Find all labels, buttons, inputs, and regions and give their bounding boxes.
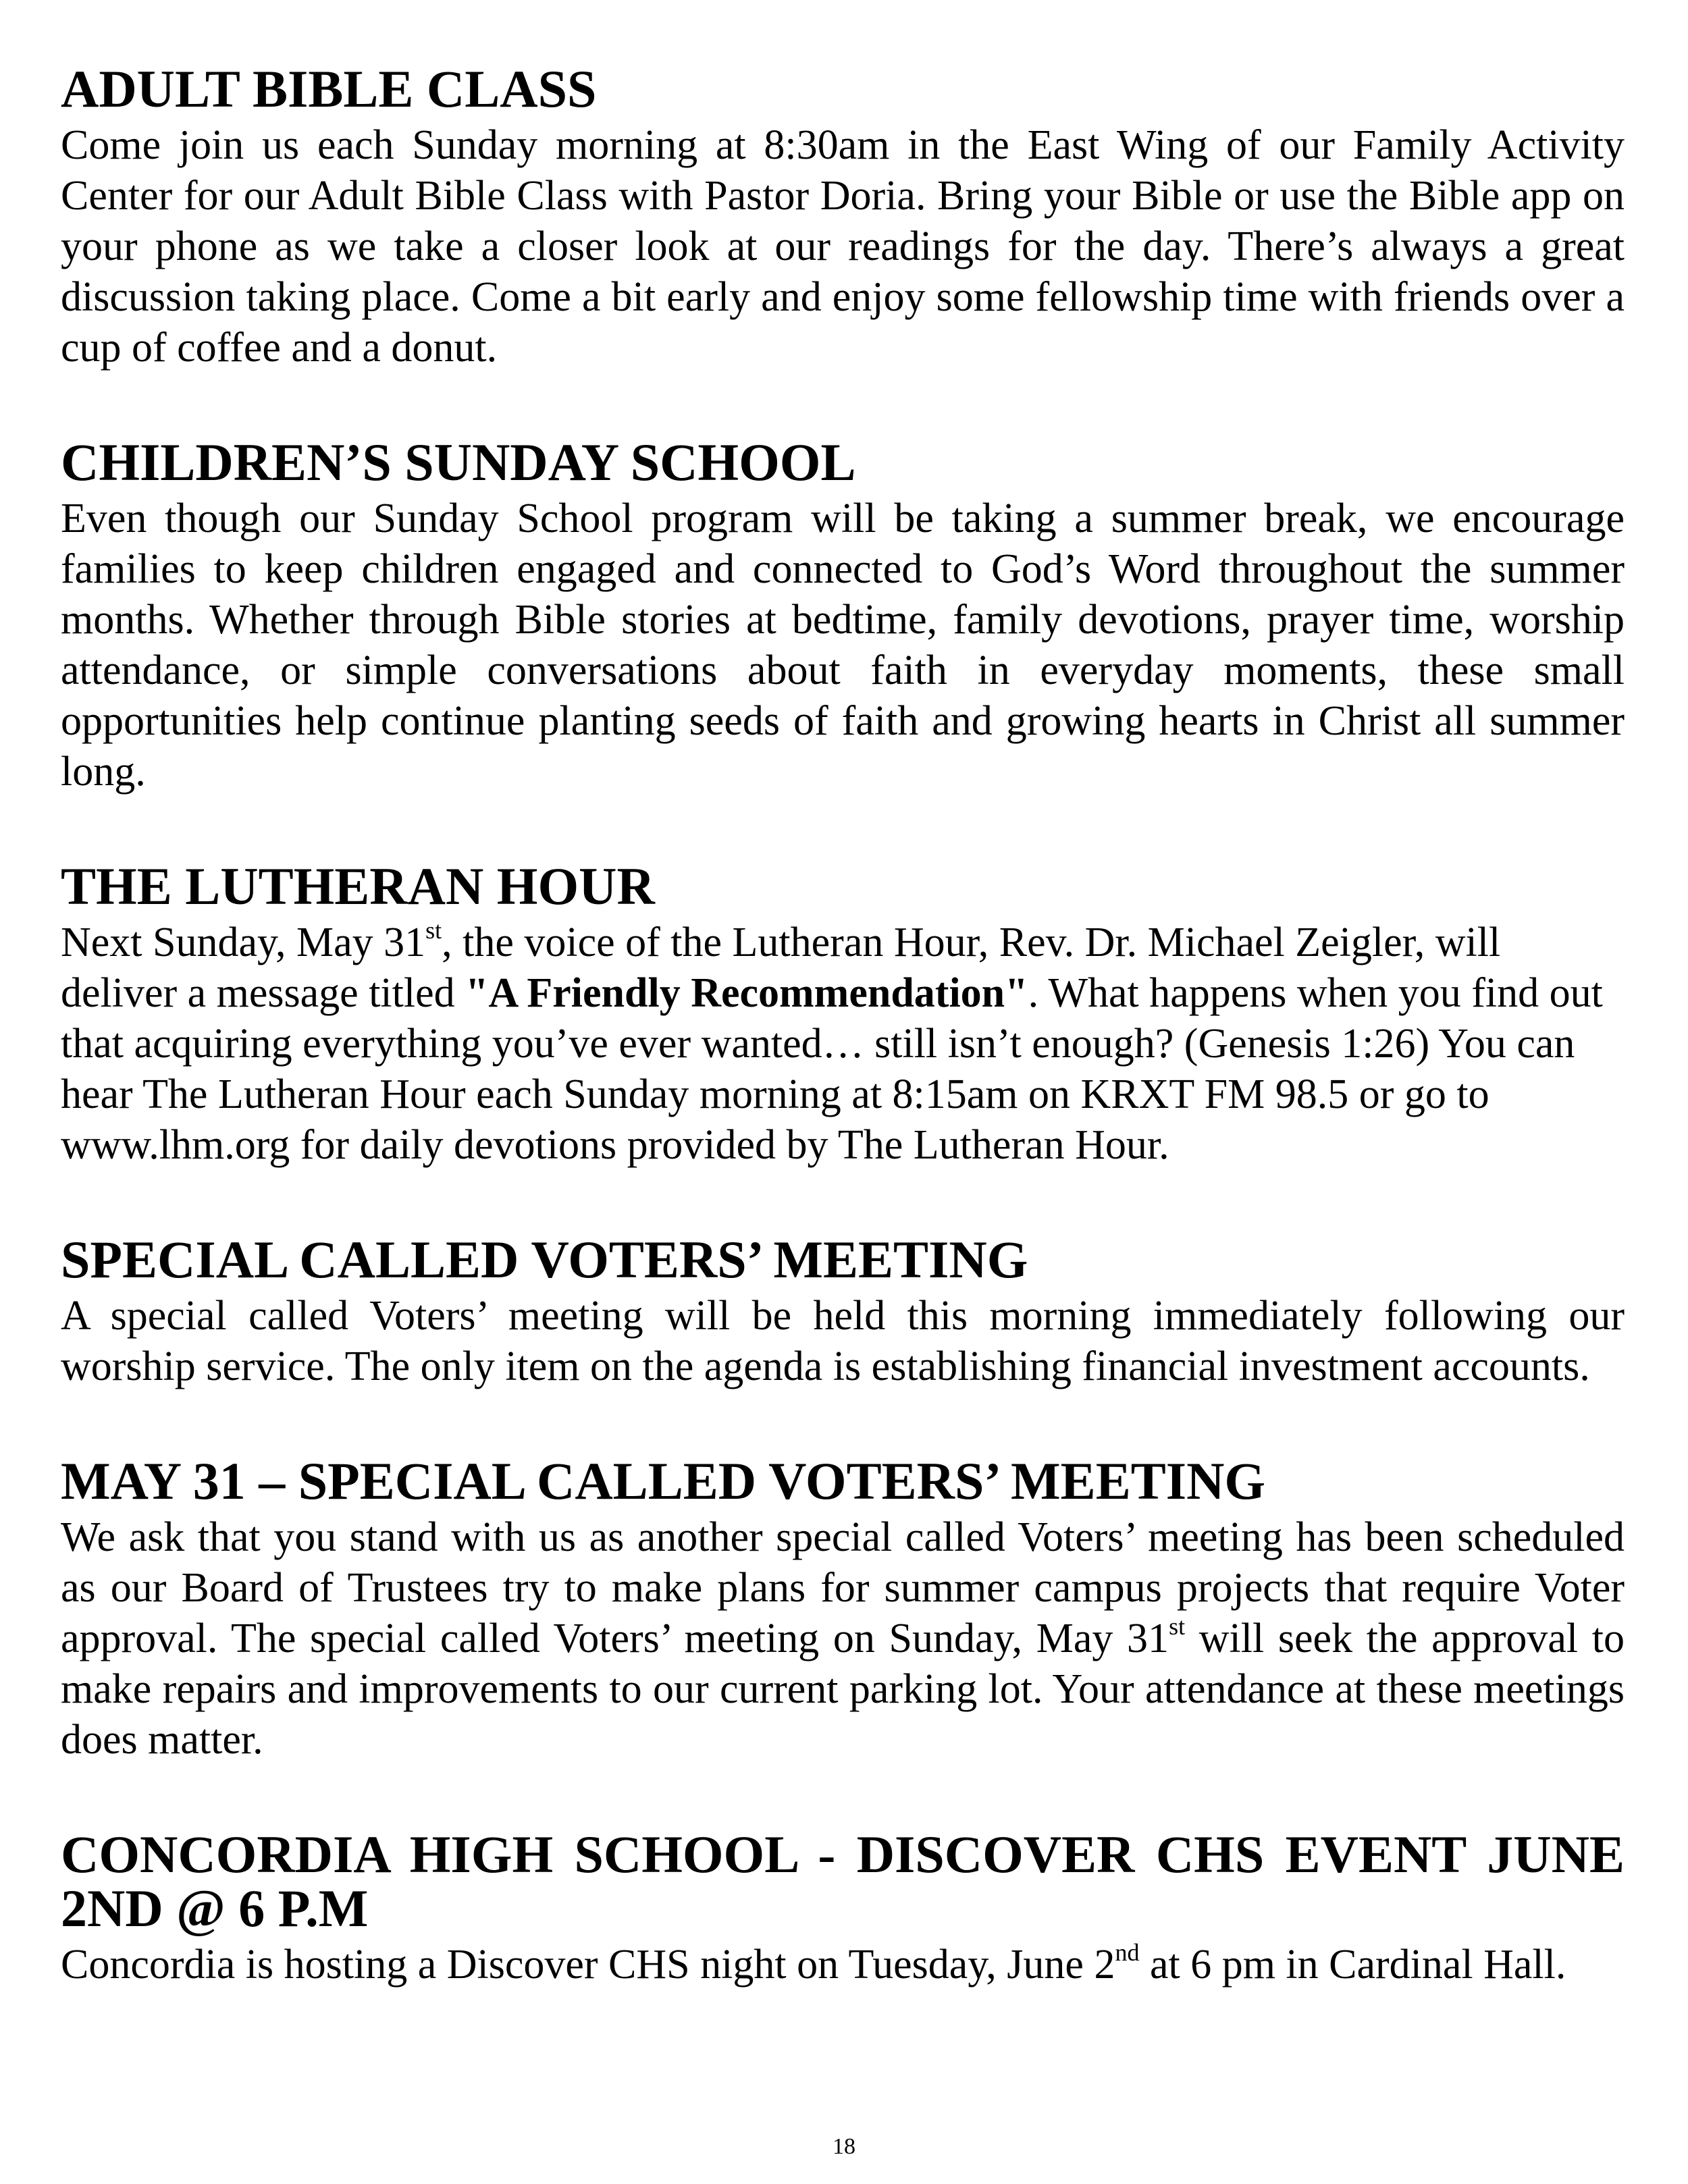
section-childrens-sunday-school bbox=[61, 435, 1625, 797]
section-body bbox=[61, 917, 1625, 1171]
section-body bbox=[61, 1512, 1625, 1765]
body-text: Concordia is hosting a Discover CHS night on Tuesday, June 2 bbox=[61, 1942, 1115, 1988]
page-number: 18 bbox=[833, 2134, 855, 2159]
section-heading: THE LUTHERAN HOUR bbox=[61, 857, 655, 915]
body-text: , the voice of the Lutheran Hour, Rev. Dr. Michael Zeigler, will deliver a message titled bbox=[61, 920, 1501, 1016]
section-heading: ADULT BIBLE CLASS bbox=[61, 59, 597, 118]
section-lutheran-hour bbox=[61, 859, 1625, 1171]
body-text: will seek the approval to make repairs and improvements to our current parking lot. Your attendance at these meetings does matter. bbox=[61, 1616, 1625, 1763]
section-body: A special called Voters’ meeting will be held this morning immediately following our worship service. The only item on the agenda is establishing financial investment accounts. bbox=[61, 1293, 1625, 1389]
section-heading: CHILDREN’S SUNDAY SCHOOL bbox=[61, 433, 856, 491]
section-body: Even though our Sunday School program will be taking a summer break, we encourage families to keep children engaged and connected to God’s Word throughout the summer months. Whether through Bible stories at bedtime, family devotions, prayer time, worship attendance, or simple conversations about faith in everyday moments, these small opportunities help continue planting seeds of faith and growing hearts in Christ all summer long. bbox=[61, 496, 1625, 795]
body-text: at 6 pm in Cardinal Hall. bbox=[1139, 1942, 1566, 1988]
message-title: "A Friendly Recommendation" bbox=[465, 970, 1028, 1016]
section-adult-bible-class bbox=[61, 59, 1625, 373]
bulletin-page bbox=[61, 59, 1625, 1990]
ordinal-suffix: st bbox=[425, 917, 442, 944]
body-text: Next Sunday, May 31 bbox=[61, 920, 426, 965]
section-may-31-voters-meeting bbox=[61, 1451, 1625, 1765]
section-concordia-discover-chs bbox=[61, 1825, 1625, 1990]
ordinal-suffix: nd bbox=[1115, 1939, 1140, 1966]
section-special-voters-meeting bbox=[61, 1230, 1625, 1392]
section-body: Come join us each Sunday morning at 8:30am in the East Wing of our Family Activity Center for our Adult Bible Class with Pastor Doria. Bring your Bible or use the Bible app on your phone as we take a closer look at our readings for the day. There’s always a great discussion taking place. Come a bit early and enjoy some fellowship time with friends over a cup of coffee and a donut. bbox=[61, 122, 1625, 371]
ordinal-suffix: st bbox=[1169, 1613, 1186, 1640]
section-body bbox=[61, 1940, 1625, 1990]
body-text: We ask that you stand with us as another special called Voters’ meeting has been scheduled as our Board of Trustees try to make plans for summer campus projects that require Voter approval. The special called Voters’ meeting on Sunday, May 31 bbox=[61, 1514, 1625, 1661]
section-heading: MAY 31 – SPECIAL CALLED VOTERS’ MEETING bbox=[61, 1451, 1266, 1510]
section-heading: CONCORDIA HIGH SCHOOL - DISCOVER CHS EVENT JUNE 2ND @ 6 P.M bbox=[61, 1825, 1625, 1938]
body-text: . What happens when you find out that acquiring everything you’ve ever wanted… still isn’t enough? (Genesis 1:26) You can hear The Lutheran Hour each Sunday morning at 8:15am on KRXT FM 98.5 or go to www.lhm.org for daily devotions provided by The Lutheran Hour. bbox=[61, 970, 1603, 1168]
section-heading: SPECIAL CALLED VOTERS’ MEETING bbox=[61, 1230, 1028, 1289]
